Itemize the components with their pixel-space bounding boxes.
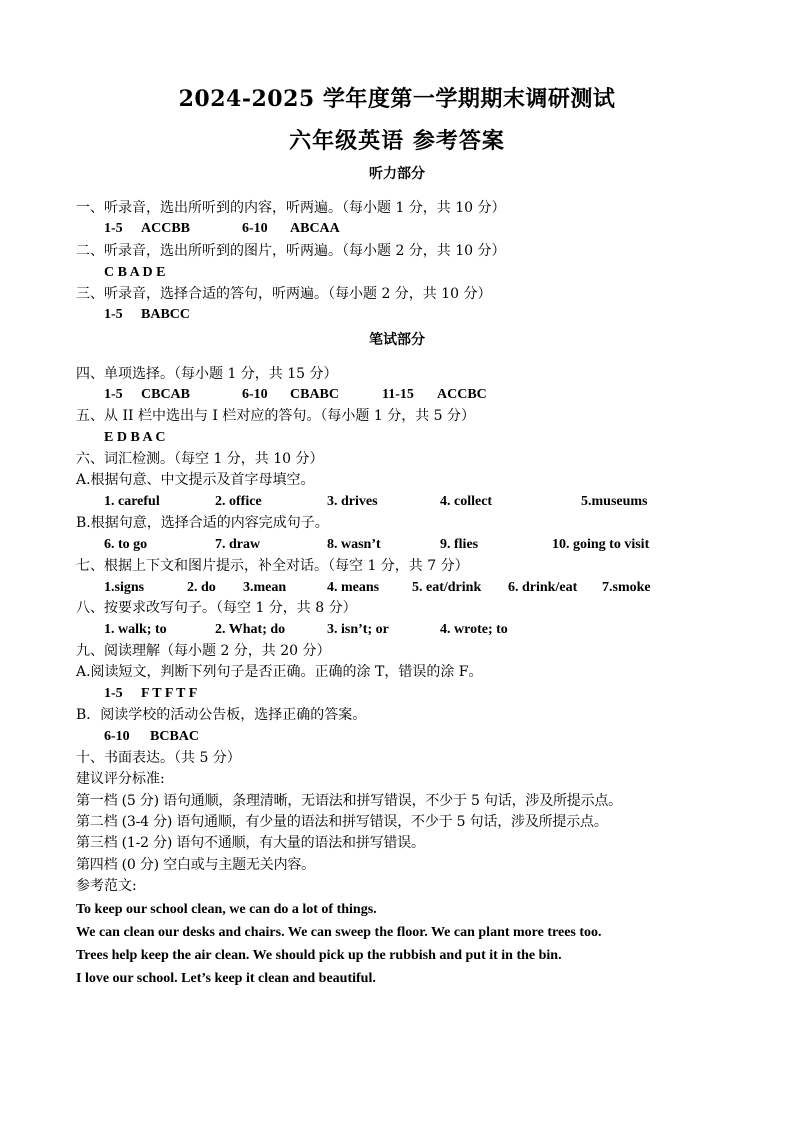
q6-b-answer-6: 6. to go — [104, 537, 148, 552]
q9-part-a-instruction: A.阅读短文，判断下列句子是否正确。正确的涂 T，错误的涂 F。 — [76, 664, 483, 680]
q6-b-answer-9: 9. flies — [440, 537, 479, 552]
q7-answer-1: 1.signs — [104, 580, 145, 595]
q10-instruction: 十、书面表达。（共 5 分） — [76, 750, 241, 766]
q6-a-answer-5: 5.museums — [581, 494, 648, 509]
q8-answer-3: 3. isn’t; or — [327, 622, 389, 637]
sample-sentence-1: To keep our school clean, we can do a lot of things. — [76, 902, 377, 917]
sample-sentence-2: We can clean our desks and chairs. We can sweep the floor. We can plant more trees too. — [76, 925, 602, 940]
page-subtitle: 六年级英语 参考答案 — [289, 129, 505, 154]
q4-range-2: 6-10 — [242, 387, 268, 402]
criteria-level-3: 第三档 (1-2 分) 语句不通顺，有大量的语法和拼写错误。 — [76, 835, 425, 851]
q8-answer-2: 2. What; do — [215, 622, 286, 637]
q7-answer-6: 6. drink/eat — [508, 580, 578, 595]
page-title: 2024-2025 学年度第一学期期末调研测试 — [178, 86, 616, 112]
q6-a-answer-2: 2. office — [215, 494, 262, 509]
q1-instruction: 一、听录音，选出所听到的内容，听两遍。（每小题 1 分，共 10 分） — [76, 200, 506, 216]
q4-range-3: 11-15 — [382, 387, 414, 402]
q8-answer-4: 4. wrote; to — [440, 622, 508, 637]
q9-a-range: 1-5 — [104, 686, 123, 701]
q3-instruction: 三、听录音，选择合适的答句，听两遍。（每小题 2 分，共 10 分） — [76, 286, 492, 302]
q3-range: 1-5 — [104, 307, 123, 322]
q4-range-1: 1-5 — [104, 387, 123, 402]
listening-heading: 听力部分 — [369, 166, 425, 182]
q6-a-answer-3: 3. drives — [327, 494, 378, 509]
q4-answer-2: CBABC — [290, 387, 340, 402]
q9-b-range: 6-10 — [104, 729, 130, 744]
q9-a-answer: F T F T F — [141, 686, 198, 701]
criteria-level-4: 第四档 (0 分) 空白或与主题无关内容。 — [76, 857, 315, 873]
q3-answer: BABCC — [141, 307, 191, 322]
q9-b-answer: BCBAC — [150, 729, 200, 744]
q6-part-b-instruction: B.根据句意，选择合适的内容完成句子。 — [76, 515, 329, 531]
q1-range-2: 6-10 — [242, 221, 268, 236]
q6-a-answer-1: 1. careful — [104, 494, 160, 509]
written-heading: 笔试部分 — [369, 332, 425, 348]
q7-answer-3: 3.mean — [243, 580, 287, 595]
sample-title: 参考范文: — [76, 878, 137, 894]
q6-a-answer-4: 4. collect — [440, 494, 493, 509]
criteria-title: 建议评分标准: — [76, 771, 165, 787]
q7-answer-2: 2. do — [187, 580, 216, 595]
q5-instruction: 五、从 II 栏中选出与 I 栏对应的答句。（每小题 1 分，共 5 分） — [76, 408, 476, 424]
criteria-level-2: 第二档 (3-4 分) 语句通顺，有少量的语法和拼写错误，不少于 5 句话，涉及所提示点。 — [76, 814, 608, 830]
sample-sentence-4: I love our school. Let’s keep it clean and beautiful. — [76, 971, 376, 986]
q4-answer-1: CBCAB — [141, 387, 191, 402]
q6-b-answer-8: 8. wasn’t — [327, 537, 381, 552]
q7-answer-4: 4. means — [327, 580, 380, 595]
q7-instruction: 七、根据上下文和图片提示，补全对话。（每空 1 分，共 7 分） — [76, 558, 469, 574]
q6-part-a-instruction: A.根据句意、中文提示及首字母填空。 — [76, 472, 315, 488]
q9-part-b-instruction: B．阅读学校的活动公告板，选择正确的答案。 — [76, 707, 367, 723]
q1-answer-1: ACCBB — [141, 221, 191, 236]
q1-range-1: 1-5 — [104, 221, 123, 236]
q2-instruction: 二、听录音，选出所听到的图片，听两遍。（每小题 2 分，共 10 分） — [76, 243, 506, 259]
q6-b-answer-7: 7. draw — [215, 537, 261, 552]
criteria-level-1: 第一档 (5 分) 语句通顺，条理清晰，无语法和拼写错误，不少于 5 句话，涉及所提示点。 — [76, 793, 622, 809]
q5-answer: E D B A C — [104, 430, 166, 445]
q6-instruction: 六、词汇检测。（每空 1 分，共 10 分） — [76, 451, 324, 467]
q1-answer-2: ABCAA — [290, 221, 340, 236]
q8-instruction: 八、按要求改写句子。（每空 1 分，共 8 分） — [76, 600, 357, 616]
q4-answer-3: ACCBC — [437, 387, 487, 402]
q7-answer-5: 5. eat/drink — [412, 580, 482, 595]
q9-instruction: 九、阅读理解（每小题 2 分，共 20 分） — [76, 643, 331, 659]
q8-answer-1: 1. walk; to — [104, 622, 167, 637]
sample-sentence-3: Trees help keep the air clean. We should pick up the rubbish and put it in the bin. — [76, 948, 562, 963]
q2-answer: C B A D E — [104, 265, 166, 280]
q4-instruction: 四、单项选择。（每小题 1 分，共 15 分） — [76, 366, 338, 382]
q7-answer-7: 7.smoke — [602, 580, 651, 595]
q6-b-answer-10: 10. going to visit — [552, 537, 650, 552]
